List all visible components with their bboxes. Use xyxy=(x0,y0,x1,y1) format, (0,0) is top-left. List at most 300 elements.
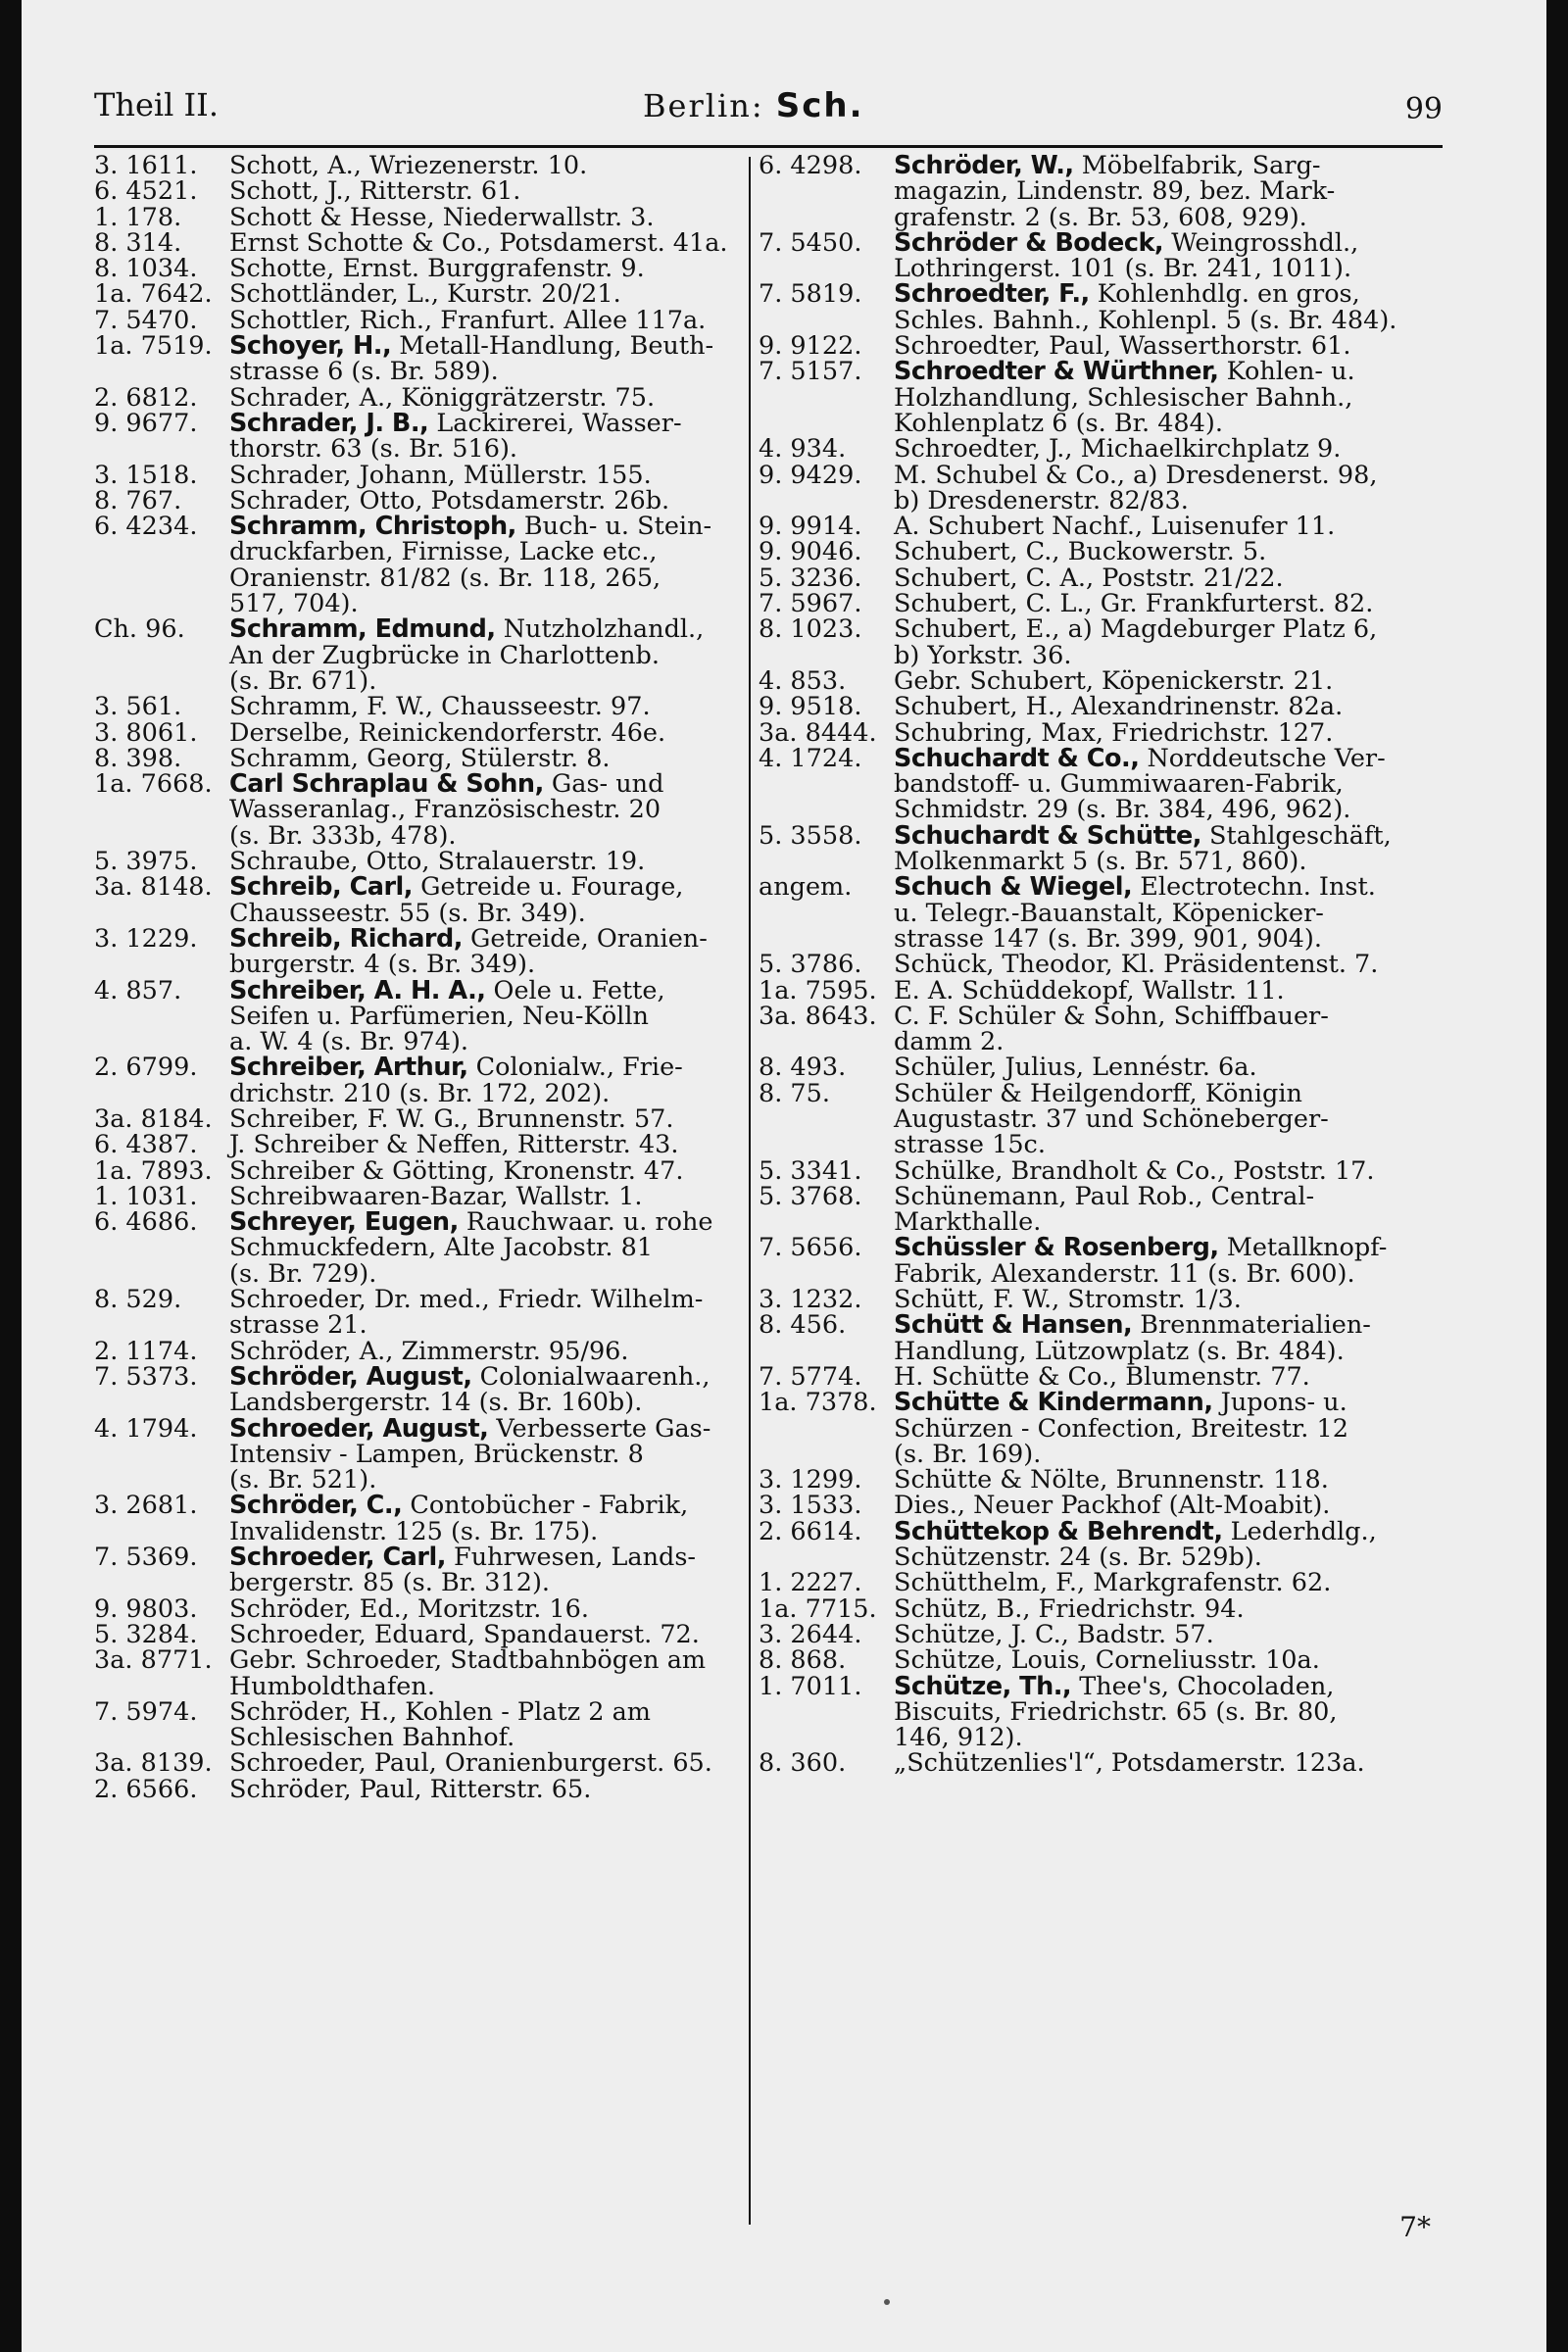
entry-details: Verbesserte Gas- Intensiv - Lampen, Brückenstr. 8 (s. Br. 521). xyxy=(229,1413,711,1495)
directory-entry xyxy=(759,153,1443,230)
entry-details: Buch- u. Stein- druckfarben, Firnisse, Lacke etc., Oranienstr. 81/82 (s. Br. 118, 265, 517, 704). xyxy=(229,512,712,619)
entry-name: Schubert, E., xyxy=(894,614,1060,645)
directory-entry xyxy=(759,227,1443,284)
entry-name: M. Schubel & Co., xyxy=(894,460,1126,490)
directory-entry xyxy=(759,434,1443,465)
entry-details: Central- Markthalle. xyxy=(894,1181,1315,1238)
city-label: Berlin: xyxy=(643,87,764,124)
directory-entry xyxy=(759,1645,1443,1676)
entry-name: Schrader, Otto, xyxy=(229,485,423,515)
telephone-number: 1a. 7519. xyxy=(94,331,213,362)
entry-details: Köpenickerstr. 21. xyxy=(1093,665,1334,696)
directory-entry xyxy=(759,1001,1443,1057)
entry-details: Brunnenstr. 118. xyxy=(1107,1465,1329,1495)
directory-entry xyxy=(94,202,737,232)
entry-name: Schünemann, Paul Rob., xyxy=(894,1181,1203,1211)
entry-name: Schütthelm, F., xyxy=(894,1568,1086,1598)
entry-name: Schroeder, Dr. med., xyxy=(229,1285,490,1315)
entry-details: Lennéstr. 6a. xyxy=(1084,1053,1257,1083)
entry-details: Weingrosshdl., Lothringerst. 101 (s. Br. 241, 1011). xyxy=(894,227,1359,284)
telephone-number: 1a. 7595. xyxy=(759,975,877,1005)
entry-name: Schottler, Rich., xyxy=(229,305,433,335)
page-heading xyxy=(643,86,864,125)
directory-entry xyxy=(94,485,737,515)
entry-name: Schuchardt & Co., xyxy=(894,743,1140,773)
directory-entry xyxy=(94,1774,737,1804)
telephone-number: 1. 7011. xyxy=(759,1671,862,1701)
directory-entry xyxy=(94,923,737,980)
telephone-number: 4. 857. xyxy=(94,975,182,1005)
entry-name: Schröder, Paul, xyxy=(229,1774,422,1804)
entry-name: Schrader, J. B., xyxy=(229,408,429,438)
entry-details: Fuhrwesen, Lands- bergerstr. 85 (s. Br. 312). xyxy=(229,1543,697,1598)
entry-name: J. Schreiber & Neffen, xyxy=(229,1130,510,1160)
entry-details: Badstr. 57. xyxy=(1068,1619,1214,1649)
telephone-number: 8. 1023. xyxy=(759,614,862,645)
directory-entry xyxy=(94,771,737,849)
entry-name: Schröder & Bodeck, xyxy=(894,227,1164,258)
entry-name: Schüler & Heilgendorff, xyxy=(894,1078,1198,1108)
section-label: Theil II. xyxy=(94,86,219,123)
entry-details: Ritterstr. 43. xyxy=(509,1130,679,1160)
entry-name: Schütze, J. C., xyxy=(894,1619,1069,1649)
directory-entry xyxy=(94,1361,737,1418)
entry-details: Kronenstr. 47. xyxy=(495,1155,684,1186)
directory-entry xyxy=(759,1390,1443,1467)
entry-details: Stralauerstr. 19. xyxy=(429,847,646,877)
directory-entry xyxy=(94,1619,737,1649)
entry-name: Schramm, Christoph, xyxy=(229,512,516,542)
directory-entry xyxy=(759,537,1443,567)
entry-name: Schüssler & Rosenberg, xyxy=(894,1233,1219,1263)
entry-details: Brunnenstr. 57. xyxy=(468,1103,674,1134)
entry-details: Luisenufer 11. xyxy=(1143,512,1336,542)
entry-name: Schreiber, A. H. A., xyxy=(229,975,486,1005)
directory-entry xyxy=(94,1155,737,1186)
telephone-number: 7. 5450. xyxy=(759,227,862,258)
directory-entry xyxy=(94,1103,737,1134)
telephone-number: 3. 1299. xyxy=(759,1465,862,1495)
telephone-number: 3. 2681. xyxy=(94,1491,198,1521)
entry-name: Schröder, C., xyxy=(229,1491,403,1521)
entry-details: Königgrätzerstr. 75. xyxy=(393,382,656,413)
entry-details: Stromstr. 1/3. xyxy=(1059,1285,1242,1315)
entry-details: Franfurt. Allee 117a. xyxy=(432,305,707,335)
telephone-number: 8. 398. xyxy=(94,743,182,773)
column-divider xyxy=(749,157,751,2225)
telephone-number: 9. 9046. xyxy=(759,537,862,567)
entry-details: Kl. Präsidentenst. 7. xyxy=(1112,950,1379,980)
directory-entry xyxy=(759,717,1443,748)
directory-entry xyxy=(94,1130,737,1160)
directory-entry xyxy=(759,1671,1443,1753)
entry-name: Schott & Hesse, xyxy=(229,202,435,232)
directory-entry xyxy=(759,1078,1443,1160)
directory-entry xyxy=(94,1413,737,1495)
entry-name: Schubert, H., xyxy=(894,692,1064,722)
entry-name: Gebr. Schroeder, xyxy=(229,1645,443,1676)
entry-name: Gebr. Schubert, xyxy=(894,665,1094,696)
directory-entry xyxy=(94,975,737,1057)
directory-entry xyxy=(94,512,737,619)
directory-entry xyxy=(759,1312,1443,1364)
telephone-number: 6. 4686. xyxy=(94,1207,198,1238)
entry-details: Kohlenhdlg. en gros, Schles. Bahnh., Kohlenpl. 5 (s. Br. 484). xyxy=(894,279,1397,335)
directory-entry xyxy=(759,616,1443,668)
entry-name: Schramm, Georg, xyxy=(229,743,453,773)
entry-details: Alexandrinenstr. 82a. xyxy=(1063,692,1344,722)
directory-page xyxy=(22,0,1546,2352)
entry-details: Metall-Handlung, Beuth- strasse 6 (s. Br. 589). xyxy=(229,331,714,387)
telephone-number: 1a. 7668. xyxy=(94,769,213,800)
telephone-number: 6. 4521. xyxy=(94,176,198,207)
right-column xyxy=(759,153,1443,1777)
entry-name: Schütt, F. W., xyxy=(894,1285,1060,1315)
entry-name: Schüttekop & Behrendt, xyxy=(894,1516,1223,1546)
directory-entry xyxy=(759,874,1443,952)
entry-details: Rauchwaar. u. rohe Schmuckfedern, Alte Jacobstr. 81 (s. Br. 729). xyxy=(229,1207,713,1289)
entry-name: „Schützenlies'l“, xyxy=(894,1748,1103,1779)
telephone-number: 5. 3786. xyxy=(759,950,862,980)
entry-name: C. F. Schüler & Sohn, xyxy=(894,1001,1166,1031)
telephone-number: 6. 4298. xyxy=(759,151,862,180)
entry-details: Electrotechn. Inst. u. Telegr.-Bauanstalt, Köpenicker- strasse 147 (s. Br. 399, 901, 904). xyxy=(894,872,1376,954)
telephone-number: 2. 1174. xyxy=(94,1336,198,1366)
telephone-number: 6. 4234. xyxy=(94,512,198,542)
entry-name: H. Schütte & Co., xyxy=(894,1361,1118,1392)
entry-name: Schrader, Johann, xyxy=(229,460,456,490)
entry-details: Contobücher - Fabrik, Invalidenstr. 125 (s. Br. 175). xyxy=(229,1491,689,1546)
directory-entry xyxy=(759,1619,1443,1649)
left-column xyxy=(94,153,737,1802)
entry-name: Schramm, F. W., xyxy=(229,692,434,722)
telephone-number: 5. 3558. xyxy=(759,820,862,851)
directory-entry xyxy=(759,950,1443,980)
page-header xyxy=(94,71,1443,129)
directory-entry xyxy=(759,1748,1443,1779)
entry-name: Schroedter, J., xyxy=(894,434,1073,465)
entry-name: Schreib, Carl, xyxy=(229,872,413,903)
entry-name: A. Schubert Nachf., xyxy=(894,512,1144,542)
directory-entry xyxy=(759,820,1443,877)
entry-name: Schütte & Nölte, xyxy=(894,1465,1108,1495)
entry-name: Schottländer, L., xyxy=(229,279,439,310)
directory-entry xyxy=(94,717,737,748)
telephone-number: 3. 2644. xyxy=(759,1619,862,1649)
directory-entry xyxy=(94,382,737,413)
telephone-number: 7. 5656. xyxy=(759,1233,862,1263)
telephone-number: 3. 1533. xyxy=(759,1491,862,1521)
telephone-number: 5. 3341. xyxy=(759,1155,862,1186)
entry-name: Schreyer, Eugen, xyxy=(229,1207,459,1238)
directory-entry xyxy=(759,1053,1443,1083)
entry-name: Schroedter & Würthner, xyxy=(894,357,1219,387)
directory-entry xyxy=(94,1647,737,1699)
entry-details: Brennmaterialien- Handlung, Lützowplatz (s. Br. 484). xyxy=(894,1310,1371,1366)
entry-name: Derselbe, xyxy=(229,717,351,748)
entry-name: Schütz, B., xyxy=(894,1593,1031,1624)
entry-details: Michaelkirchplatz 9. xyxy=(1072,434,1342,465)
entry-details: Zimmerstr. 95/96. xyxy=(393,1336,629,1366)
telephone-number: 4. 1794. xyxy=(94,1413,198,1444)
telephone-number: 9. 9677. xyxy=(94,408,198,438)
entry-details: Nutzholzhandl., An der Zugbrücke in Charlottenb. (s. Br. 671). xyxy=(229,614,705,696)
telephone-number: 1a. 7378. xyxy=(759,1388,877,1418)
directory-entry xyxy=(94,333,737,385)
entry-details: Stahlgeschäft, Molkenmarkt 5 (s. Br. 571, 860). xyxy=(894,820,1392,877)
entry-name: Schroedter, Paul, xyxy=(894,331,1111,362)
entry-details: Niederwallstr. 3. xyxy=(434,202,655,232)
entry-details: Schiffbauer- damm 2. xyxy=(894,1001,1329,1057)
telephone-number: 5. 3975. xyxy=(94,847,198,877)
entry-name: Schröder, H., xyxy=(229,1696,398,1727)
entry-details: Norddeutsche Ver- bandstoff- u. Gummiwaaren-Fabrik, Schmidstr. 29 (s. Br. 384, 496, 962). xyxy=(894,743,1386,825)
telephone-number: 9. 9429. xyxy=(759,460,862,490)
entry-details: Reinickendorferstr. 46e. xyxy=(350,717,666,748)
telephone-number: angem. xyxy=(759,872,853,903)
entry-details: Kurstr. 20/21. xyxy=(438,279,621,310)
directory-entry xyxy=(94,1054,737,1106)
entry-details: Wallstr. 1. xyxy=(508,1181,643,1211)
directory-entry xyxy=(759,1285,1443,1315)
entry-name: Schuch & Wiegel, xyxy=(894,872,1133,903)
telephone-number: 7. 5470. xyxy=(94,305,198,335)
entry-details: Lederhdlg., Schützenstr. 24 (s. Br. 529b). xyxy=(894,1516,1377,1573)
entry-details: Neuer Packhof (Alt-Moabit). xyxy=(965,1491,1331,1521)
entry-details: Wallstr. 11. xyxy=(1134,975,1285,1005)
telephone-number: 2. 6566. xyxy=(94,1774,198,1804)
directory-entry xyxy=(759,1593,1443,1624)
telephone-number: 3a. 8148. xyxy=(94,872,213,903)
directory-entry xyxy=(94,743,737,773)
entry-name: Schott, A., xyxy=(229,151,362,180)
telephone-number: 9. 9803. xyxy=(94,1593,198,1624)
entry-details: Getreide u. Fourage, Chausseestr. 55 (s. Br. 349). xyxy=(229,872,684,928)
entry-name: Schroedter, F., xyxy=(894,279,1090,310)
entry-details: Möbelfabrik, Sarg- magazin, Lindenstr. 89, bez. Mark- grafenstr. 2 (s. Br. 53, 608, 929). xyxy=(894,151,1336,232)
directory-entry xyxy=(759,1155,1443,1186)
directory-entry xyxy=(94,692,737,722)
telephone-number: 3a. 8643. xyxy=(759,1001,877,1031)
telephone-number: Ch. 96. xyxy=(94,614,185,645)
entry-name: E. A. Schüddekopf, xyxy=(894,975,1135,1005)
entry-details: Chausseestr. 97. xyxy=(433,692,651,722)
directory-entry xyxy=(759,1568,1443,1598)
entry-details: a) Dresdenerst. 98, b) Dresdenerstr. 82/83. xyxy=(894,460,1378,515)
entry-details: Kohlen- u. Holzhandlung, Schlesischer Bahnh., Kohlenplatz 6 (s. Br. 484). xyxy=(894,357,1355,438)
entry-details: Potsdamerstr. 26b. xyxy=(422,485,670,515)
telephone-number: 7. 5774. xyxy=(759,1361,862,1392)
telephone-number: 3a. 8771. xyxy=(94,1645,213,1676)
entry-name: Schramm, Edmund, xyxy=(229,614,496,645)
entry-details: Blumenstr. 77. xyxy=(1117,1361,1310,1392)
telephone-number: 1a. 7893. xyxy=(94,1155,213,1186)
telephone-number: 8. 314. xyxy=(94,227,182,258)
entry-name: Schröder, A., xyxy=(229,1336,394,1366)
directory-entry xyxy=(759,281,1443,333)
entry-name: Schroeder, Paul, xyxy=(229,1748,437,1779)
entry-name: Schraube, Otto, xyxy=(229,847,430,877)
entry-details: Gr. Frankfurterst. 82. xyxy=(1092,589,1374,619)
ink-speck xyxy=(884,2299,890,2305)
telephone-number: 5. 3768. xyxy=(759,1181,862,1211)
entry-details: Colonialw., Frie- drichstr. 210 (s. Br. 172, 202). xyxy=(229,1053,683,1108)
entry-details: Thee's, Chocoladen, Biscuits, Friedrichstr. 65 (s. Br. 80, 146, 912). xyxy=(894,1671,1338,1753)
directory-entry xyxy=(94,153,737,178)
telephone-number: 7. 5373. xyxy=(94,1361,198,1392)
entry-details: Getreide, Oranien- burgerstr. 4 (s. Br. 349). xyxy=(229,923,708,980)
entry-details: Poststr. 21/22. xyxy=(1094,563,1284,593)
letter-section: Sch. xyxy=(775,86,864,125)
entry-details: Jupons- u. Schürzen - Confection, Breitestr. 12 (s. Br. 169). xyxy=(894,1388,1348,1469)
entry-details: Moritzstr. 16. xyxy=(409,1593,589,1624)
entry-details: Friedrichstr. 94. xyxy=(1030,1593,1245,1624)
entry-details: Lackirerei, Wasser- thorstr. 63 (s. Br. 516). xyxy=(229,408,682,465)
telephone-number: 1. 1031. xyxy=(94,1181,198,1211)
entry-name: Ernst Schotte & Co., xyxy=(229,227,492,258)
directory-entry xyxy=(94,254,737,284)
entry-name: Schroeder, Eduard, xyxy=(229,1619,476,1649)
entry-details: Gas- und Wasseranlag., Französischestr. 20 (s. Br. 333b, 478). xyxy=(229,769,664,851)
entry-name: Schubring, Max, xyxy=(894,717,1104,748)
directory-entry xyxy=(94,874,737,926)
directory-entry xyxy=(94,1748,737,1779)
directory-entry xyxy=(759,359,1443,436)
directory-entry xyxy=(759,331,1443,362)
directory-entry xyxy=(94,847,737,877)
entry-name: Schütze, Louis, xyxy=(894,1645,1088,1676)
telephone-number: 3. 561. xyxy=(94,692,182,722)
entry-name: Dies., xyxy=(894,1491,965,1521)
directory-entry xyxy=(94,1696,737,1753)
entry-details: Buckowerstr. 5. xyxy=(1059,537,1267,567)
telephone-number: 6. 4387. xyxy=(94,1130,198,1160)
entry-details: Markgrafenstr. 62. xyxy=(1085,1568,1332,1598)
entry-name: Schröder, W., xyxy=(894,151,1074,180)
entry-name: Schück, Theodor, xyxy=(894,950,1113,980)
telephone-number: 9. 9122. xyxy=(759,331,862,362)
telephone-number: 3. 1229. xyxy=(94,923,198,954)
telephone-number: 3. 8061. xyxy=(94,717,198,748)
entry-details: Potsdamerst. 41a. xyxy=(491,227,728,258)
telephone-number: 1. 178. xyxy=(94,202,182,232)
entry-details: Ritterstr. 61. xyxy=(351,176,521,207)
entry-details: Stülerstr. 8. xyxy=(452,743,611,773)
telephone-number: 5. 3284. xyxy=(94,1619,198,1649)
entry-details: Corneliusstr. 10a. xyxy=(1087,1645,1320,1676)
directory-entry xyxy=(94,460,737,490)
entry-name: Carl Schraplau & Sohn, xyxy=(229,769,544,800)
telephone-number: 8. 868. xyxy=(759,1645,847,1676)
entry-details: a) Magdeburger Platz 6, b) Yorkstr. 36. xyxy=(894,614,1378,670)
telephone-number: 3. 1232. xyxy=(759,1285,862,1315)
entry-name: Schülke, Brandholt & Co., xyxy=(894,1155,1226,1186)
directory-entry xyxy=(94,227,737,258)
entry-details: Wriezenerstr. 10. xyxy=(361,151,588,180)
entry-details: Ritterstr. 65. xyxy=(421,1774,592,1804)
header-rule xyxy=(94,145,1443,148)
directory-entry xyxy=(759,692,1443,722)
telephone-number: 9. 9914. xyxy=(759,512,862,542)
directory-entry xyxy=(759,1491,1443,1521)
telephone-number: 7. 5819. xyxy=(759,279,862,310)
directory-entry xyxy=(94,176,737,207)
signature-mark: 7* xyxy=(1399,2211,1431,2243)
entry-name: Schrader, A., xyxy=(229,382,394,413)
entry-name: Schüler, Julius, xyxy=(894,1053,1085,1083)
entry-details: Friedr. Wilhelm- strasse 21. xyxy=(229,1285,704,1341)
telephone-number: 3a. 8139. xyxy=(94,1748,213,1779)
telephone-number: 8. 360. xyxy=(759,1748,847,1779)
entry-name: Schröder, August, xyxy=(229,1361,472,1392)
telephone-number: 8. 767. xyxy=(94,485,182,515)
entry-name: Schütt & Hansen, xyxy=(894,1310,1133,1341)
entry-name: Schubert, C. L., xyxy=(894,589,1093,619)
directory-entry xyxy=(94,1209,737,1287)
telephone-number: 7. 5974. xyxy=(94,1696,198,1727)
telephone-number: 3. 1518. xyxy=(94,460,198,490)
entry-details: Stadtbahnbögen am Humboldthafen. xyxy=(229,1645,707,1701)
entry-details: Poststr. 17. xyxy=(1225,1155,1375,1186)
directory-entry xyxy=(759,589,1443,619)
entry-name: Schröder, Ed., xyxy=(229,1593,410,1624)
entry-name: Schroeder, Carl, xyxy=(229,1543,446,1573)
entry-name: Schoyer, H., xyxy=(229,331,392,362)
directory-entry xyxy=(94,1593,737,1624)
entry-name: Schreiber, Arthur, xyxy=(229,1053,468,1083)
entry-name: Schütte & Kindermann, xyxy=(894,1388,1213,1418)
entry-details: Burggrafenstr. 9. xyxy=(419,254,645,284)
entry-name: Schreib, Richard, xyxy=(229,923,463,954)
telephone-number: 1a. 7715. xyxy=(759,1593,877,1624)
directory-entry xyxy=(759,1181,1443,1238)
page-number: 99 xyxy=(1404,92,1443,126)
directory-entry xyxy=(94,408,737,465)
entry-name: Schubert, C., xyxy=(894,537,1060,567)
directory-entry xyxy=(94,1493,737,1544)
telephone-number: 7. 5967. xyxy=(759,589,862,619)
entry-name: Schreiber & Götting, xyxy=(229,1155,496,1186)
entry-details: Oele u. Fette, Seifen u. Parfümerien, Neu-Kölln a. W. 4 (s. Br. 974). xyxy=(229,975,665,1057)
entry-details: Colonialwaarenh., Landsbergerstr. 14 (s. Br. 160b). xyxy=(229,1361,710,1418)
entry-details: Friedrichstr. 127. xyxy=(1103,717,1334,748)
directory-entry xyxy=(759,743,1443,825)
entry-details: Metallknopf- Fabrik, Alexanderstr. 11 (s. Br. 600). xyxy=(894,1233,1388,1289)
entry-details: Kohlen - Platz 2 am Schlesischen Bahnhof. xyxy=(229,1696,651,1753)
directory-entry xyxy=(759,565,1443,591)
entry-name: Schreiber, F. W. G., xyxy=(229,1103,469,1134)
telephone-number: 5. 3236. xyxy=(759,563,862,593)
telephone-number: 4. 934. xyxy=(759,434,847,465)
telephone-number: 8. 529. xyxy=(94,1285,182,1315)
directory-entry xyxy=(94,1544,737,1596)
entry-details: Potsdamerstr. 123a. xyxy=(1102,1748,1365,1779)
telephone-number: 4. 1724. xyxy=(759,743,862,773)
entry-name: Schott, J., xyxy=(229,176,352,207)
entry-name: Schuchardt & Schütte, xyxy=(894,820,1201,851)
directory-entry xyxy=(759,1467,1443,1493)
entry-name: Schroeder, August, xyxy=(229,1413,489,1444)
telephone-number: 2. 6799. xyxy=(94,1053,198,1083)
telephone-number: 1. 2227. xyxy=(759,1568,862,1598)
entry-details: Müllerstr. 155. xyxy=(455,460,652,490)
directory-entry xyxy=(94,1181,737,1211)
entry-details: Königin Augustastr. 37 und Schöneberger- strasse 15c. xyxy=(894,1078,1329,1160)
telephone-number: 2. 6614. xyxy=(759,1516,862,1546)
directory-entry xyxy=(759,665,1443,696)
directory-entry xyxy=(759,460,1443,515)
entry-name: Schubert, C. A., xyxy=(894,563,1095,593)
